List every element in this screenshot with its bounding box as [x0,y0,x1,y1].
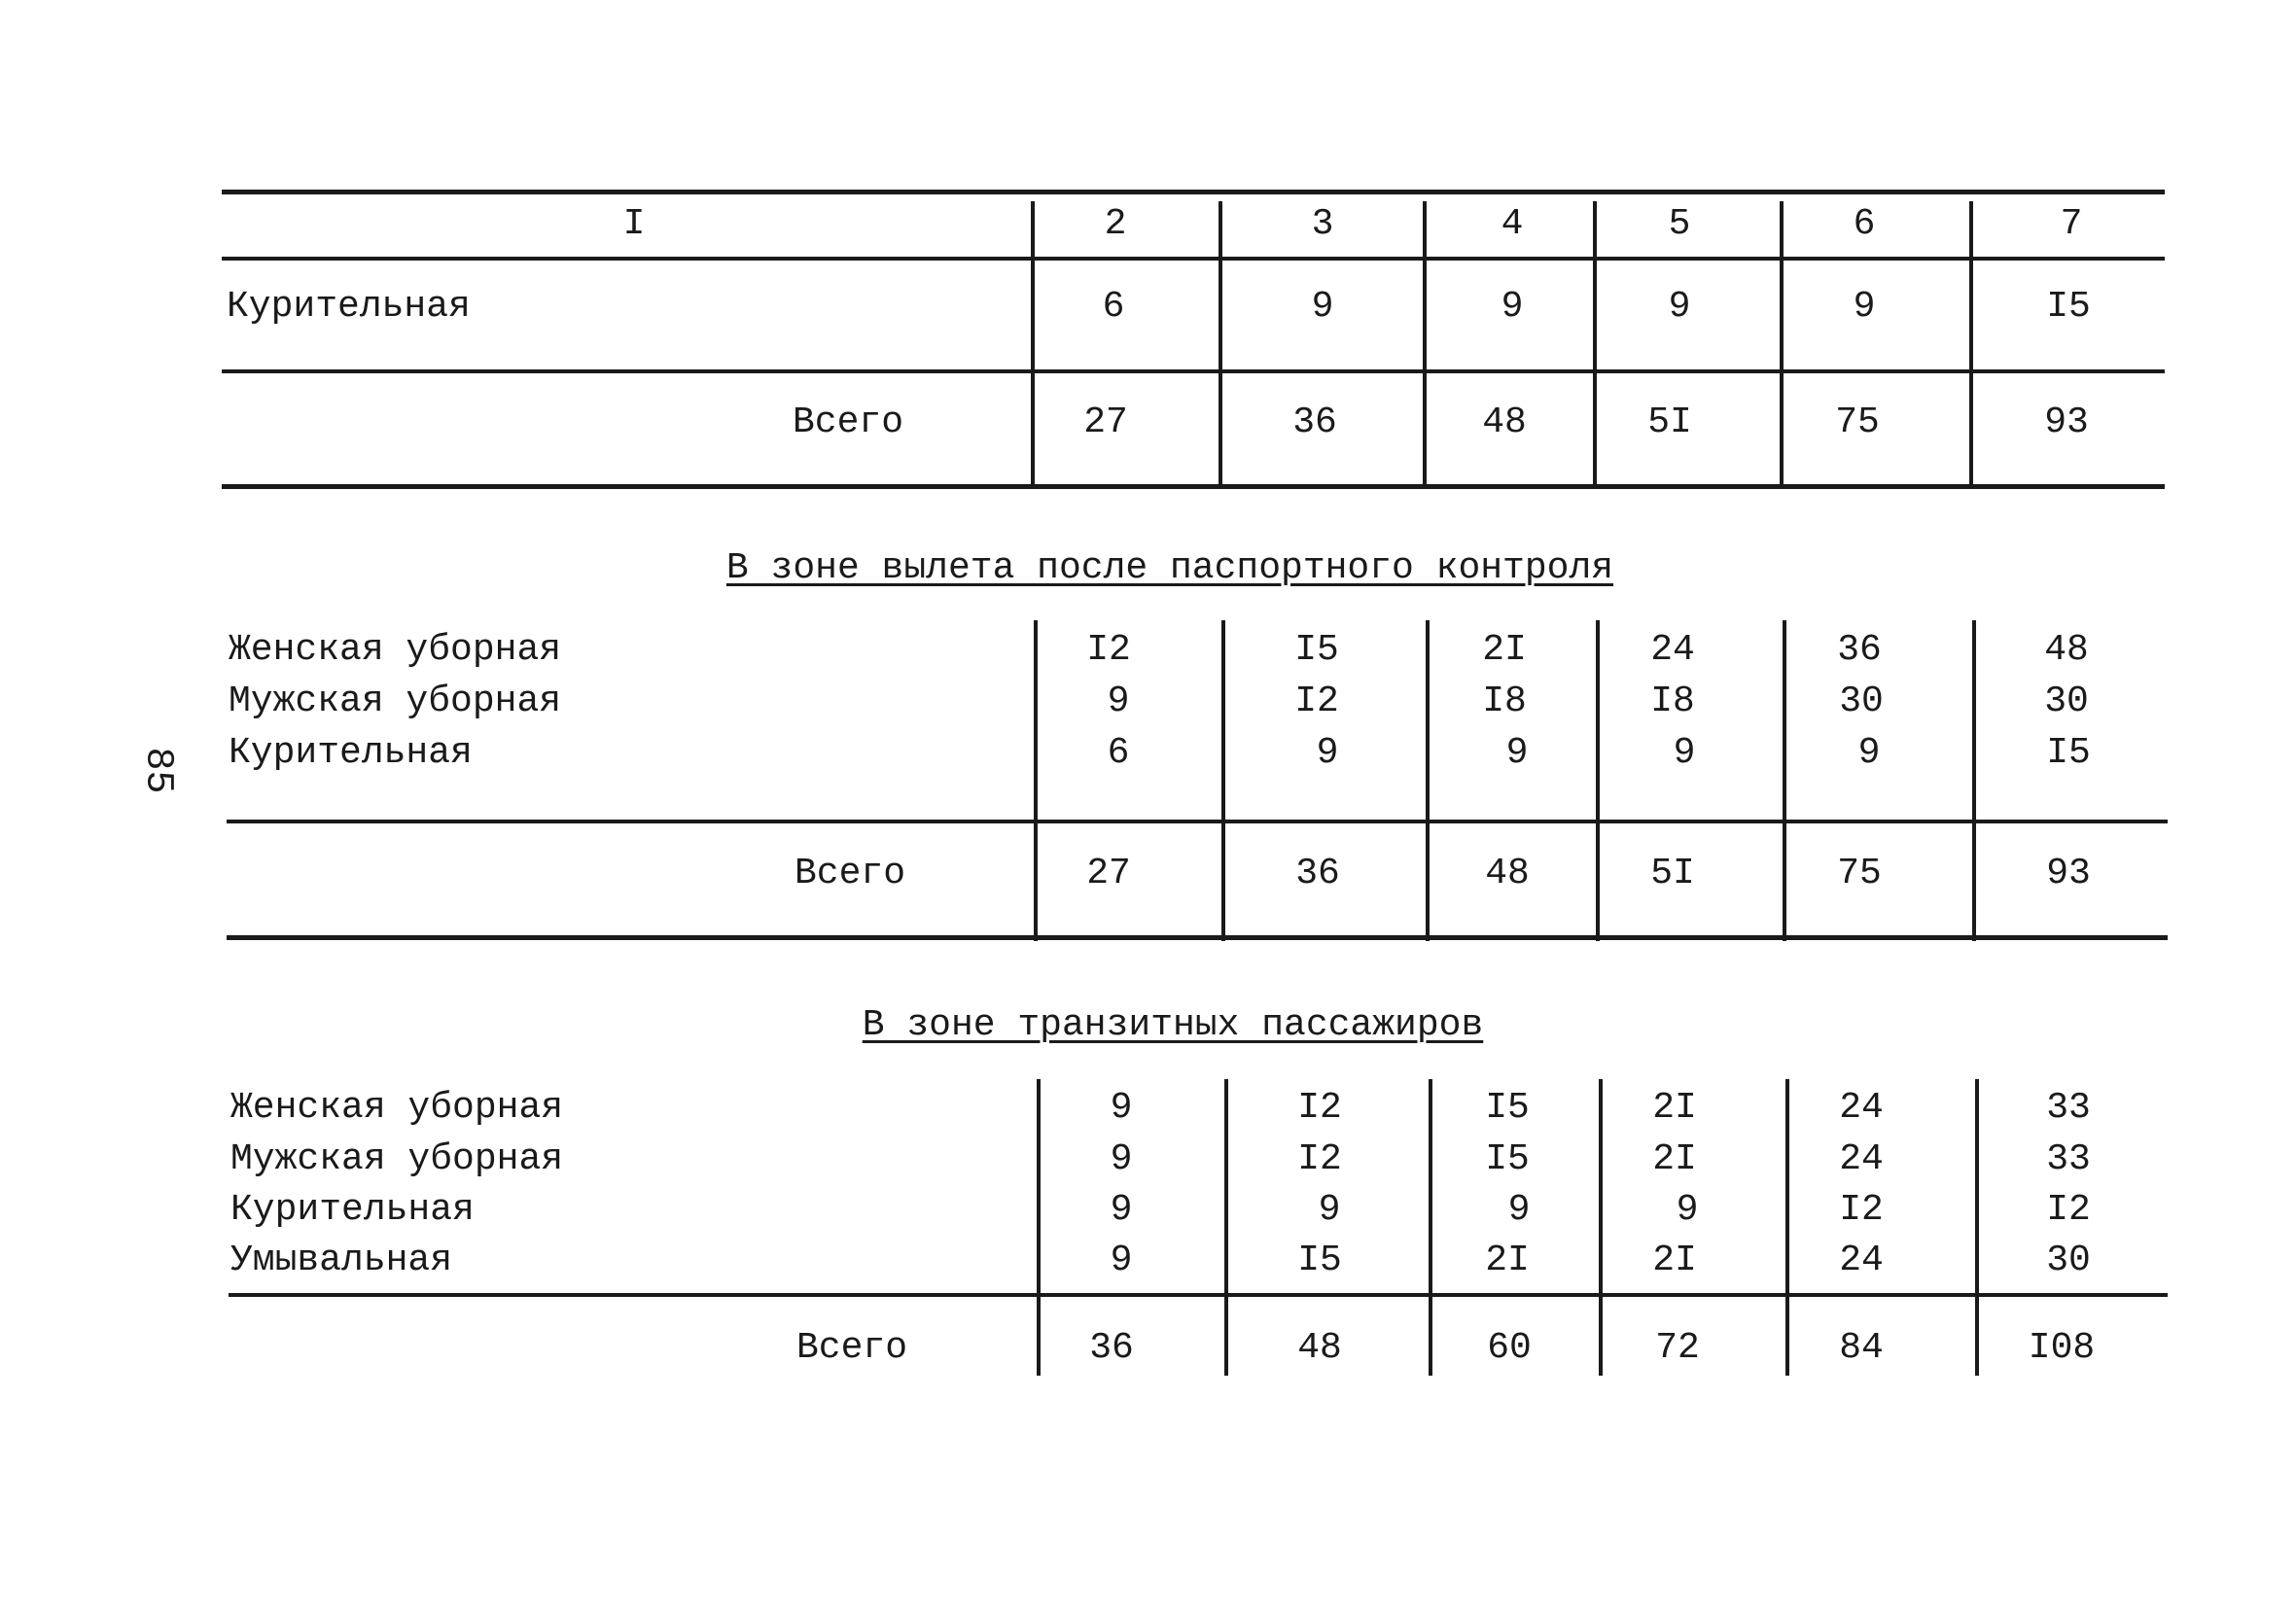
total-value: 36 [1089,1327,1134,1369]
section3-total-top-rule [229,1293,2168,1297]
total-value: 5I [1650,853,1695,894]
cell-value: 48 [2044,629,2089,671]
section3-caption: В зоне транзитных пассажиров [862,1004,1484,1046]
header-cell: 2 [1104,203,1127,245]
cell-value: 33 [2046,1087,2091,1129]
cell-value: 30 [2046,1240,2091,1281]
cell-value: I5 [2046,732,2091,774]
total-value: 48 [1297,1327,1342,1369]
header-cell: 3 [1311,203,1334,245]
column-divider [1783,620,1786,941]
total-value: I08 [2028,1327,2096,1369]
section1-total-top-rule [222,369,2165,373]
cell-value: I5 [1485,1087,1530,1129]
cell-value: 9 [1505,732,1529,774]
column-divider [1426,620,1430,941]
column-divider [1785,1079,1789,1376]
cell-value: I2 [1839,1189,1884,1231]
cell-value: 9 [1318,1189,1341,1231]
cell-value: 9 [1110,1240,1133,1281]
total-value: 72 [1655,1327,1700,1369]
cell-value: I2 [1297,1138,1342,1180]
cell-value: 33 [2046,1138,2091,1180]
cell-value: 9 [1107,681,1130,722]
cell-value: 9 [1853,286,1876,328]
cell-value: I5 [1485,1138,1530,1180]
column-divider [1599,1079,1603,1376]
cell-value: 6 [1107,732,1130,774]
section2-total-top-rule [227,820,2168,823]
cell-value: 9 [1857,732,1881,774]
column-divider [1593,201,1597,488]
cell-value: 24 [1839,1240,1884,1281]
cell-value: 9 [1110,1087,1133,1129]
header-cell: 5 [1668,203,1691,245]
total-label: Всего [793,402,904,443]
total-value: 75 [1835,402,1880,443]
section2-bottom-rule [227,935,2168,940]
cell-value: 9 [1501,286,1524,328]
total-label: Всего [795,853,906,894]
cell-value: 36 [1837,629,1882,671]
column-divider [1596,620,1600,941]
total-value: 5I [1647,402,1692,443]
cell-value: 2I [1485,1240,1530,1281]
header-cell: 7 [2060,203,2083,245]
row-label: Умывальная [230,1240,453,1281]
cell-value: 2I [1652,1240,1697,1281]
cell-value: I5 [2046,286,2091,328]
cell-value: I5 [1294,629,1339,671]
page-number: 85 [135,747,180,794]
cell-value: I5 [1297,1240,1342,1281]
row-label: Женская уборная [229,629,562,671]
cell-value: 9 [1110,1189,1133,1231]
total-value: 75 [1837,853,1882,894]
cell-value: 24 [1839,1138,1884,1180]
column-divider [1975,1079,1979,1376]
section1-bottom-rule [222,484,2165,489]
column-divider [1429,1079,1432,1376]
total-value: 93 [2046,853,2091,894]
cell-value: 30 [2044,681,2089,722]
row-label: Курительная [230,1189,475,1231]
total-value: 84 [1839,1327,1884,1369]
total-value: 36 [1292,402,1337,443]
total-value: 48 [1482,402,1527,443]
cell-value: 9 [1507,1189,1531,1231]
table-top-rule [222,190,2165,194]
header-bottom-rule [222,257,2165,261]
total-value: 48 [1485,853,1530,894]
cell-value: 2I [1482,629,1527,671]
row-label: Женская уборная [230,1087,564,1129]
cell-value: 30 [1839,681,1884,722]
row-label: Мужская уборная [230,1138,564,1180]
cell-value: 24 [1650,629,1695,671]
cell-value: 9 [1676,1189,1699,1231]
total-label: Всего [796,1327,908,1369]
cell-value: 6 [1102,286,1125,328]
row-label: Курительная [229,732,473,774]
column-divider [1031,201,1035,488]
cell-value: 2I [1652,1087,1697,1129]
cell-value: 9 [1668,286,1691,328]
cell-value: I8 [1650,681,1695,722]
section2-caption: В зоне вылета после паспортного контроля [725,547,1614,589]
cell-value: 2I [1652,1138,1697,1180]
cell-value: 9 [1316,732,1339,774]
column-divider [1221,620,1225,941]
column-divider [1224,1079,1228,1376]
cell-value: 9 [1673,732,1696,774]
header-cell: I [622,203,646,245]
cell-value: I2 [2046,1189,2091,1231]
cell-value: 9 [1110,1138,1133,1180]
row-label: Мужская уборная [229,681,562,722]
total-value: 27 [1083,402,1128,443]
row-label: Курительная [227,286,471,328]
column-divider [1969,201,1973,488]
header-cell: 6 [1853,203,1876,245]
cell-value: I2 [1086,629,1131,671]
total-value: 93 [2044,402,2089,443]
total-value: 27 [1086,853,1131,894]
column-divider [1423,201,1427,488]
cell-value: I2 [1294,681,1339,722]
column-divider [1219,201,1222,488]
total-value: 36 [1295,853,1340,894]
column-divider [1037,1079,1041,1376]
cell-value: I8 [1482,681,1527,722]
column-divider [1034,620,1038,941]
header-cell: 4 [1501,203,1524,245]
column-divider [1780,201,1784,488]
cell-value: 9 [1311,286,1334,328]
cell-value: I2 [1297,1087,1342,1129]
cell-value: 24 [1839,1087,1884,1129]
total-value: 60 [1487,1327,1532,1369]
column-divider [1972,620,1976,941]
